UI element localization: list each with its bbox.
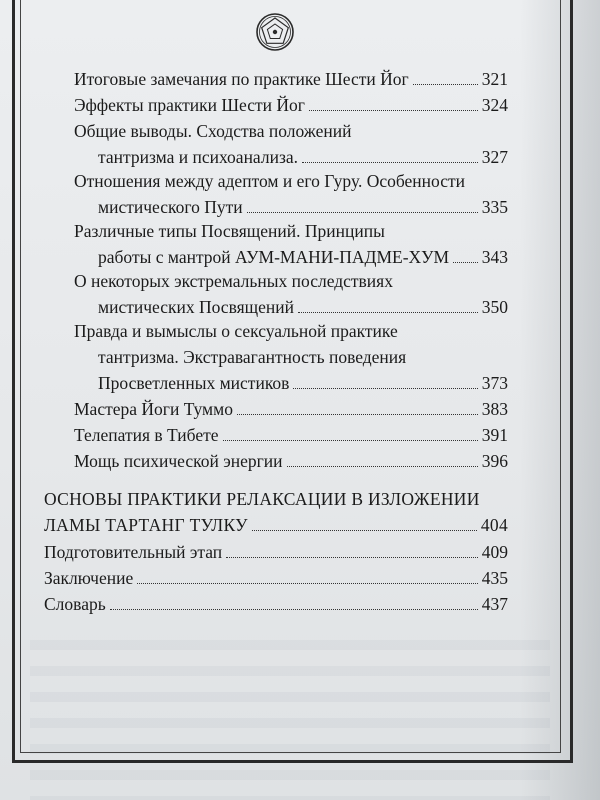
- entry-title: Итоговые замечания по практике Шести Йог: [74, 69, 409, 89]
- entry-title: Словарь: [44, 594, 106, 614]
- toc-entry[interactable]: [74, 170, 508, 222]
- toc-entry[interactable]: [74, 424, 508, 450]
- leader-dots: [298, 312, 478, 313]
- page-number: 435: [481, 568, 508, 588]
- page-number: 350: [481, 297, 508, 317]
- toc-entry[interactable]: [74, 220, 508, 272]
- leader-dots: [413, 84, 478, 85]
- leader-dots: [309, 110, 478, 111]
- entry-title: Эффекты практики Шести Йог: [74, 95, 305, 115]
- toc-entry[interactable]: [74, 120, 508, 172]
- page-number: 373: [481, 373, 508, 393]
- entry-title: Отношения между адептом и его Гуру. Особенности: [74, 171, 465, 191]
- page-number: 324: [481, 95, 508, 115]
- entry-title: Подготовительный этап: [44, 542, 223, 562]
- leader-dots: [137, 583, 478, 584]
- page-number: 327: [481, 147, 508, 167]
- leader-dots: [223, 440, 478, 441]
- toc-entry[interactable]: [74, 398, 508, 424]
- entry-title-continuation: Просветленных мистиков: [98, 373, 290, 393]
- page-number: 343: [481, 247, 508, 267]
- leader-dots: [287, 466, 478, 467]
- section-title-continuation: ЛАМЫ ТАРТАНГ ТУЛКУ: [44, 515, 248, 535]
- toc-entry[interactable]: [44, 593, 508, 619]
- toc-entry[interactable]: [44, 567, 508, 593]
- entry-title-continuation: тантризма. Экстравагантность поведения: [98, 347, 407, 367]
- toc-entry[interactable]: [74, 68, 508, 94]
- page-number: 391: [481, 425, 508, 445]
- leader-dots: [453, 262, 478, 263]
- entry-title-continuation: мистического Пути: [98, 197, 243, 217]
- entry-title-continuation: работы с мантрой АУМ-МАНИ-ПАДМЕ-ХУМ: [98, 247, 450, 267]
- page-number: 383: [481, 399, 508, 419]
- leader-dots: [237, 414, 478, 415]
- leader-dots: [226, 557, 478, 558]
- toc-entry[interactable]: [74, 450, 508, 476]
- page-number: 404: [480, 515, 508, 535]
- entry-title: Различные типы Посвящений. Принципы: [74, 221, 385, 241]
- page-number: 396: [481, 451, 508, 471]
- page-number: 437: [481, 594, 508, 614]
- entry-title: Заключение: [44, 568, 134, 588]
- leader-dots: [302, 162, 478, 163]
- section-title: ОСНОВЫ ПРАКТИКИ РЕЛАКСАЦИИ В ИЗЛОЖЕНИИ: [44, 489, 480, 509]
- toc-entry[interactable]: [74, 320, 508, 398]
- entry-title: О некоторых экстремальных последствиях: [74, 271, 393, 291]
- toc-entry[interactable]: [44, 541, 508, 567]
- leader-dots: [110, 609, 478, 610]
- toc-entry[interactable]: [74, 94, 508, 120]
- entry-title: Мощь психической энергии: [74, 451, 283, 471]
- page-number: 321: [481, 69, 508, 89]
- page-number: 409: [481, 542, 508, 562]
- entry-title: Общие выводы. Сходства положений: [74, 121, 352, 141]
- entry-title: Телепатия в Тибете: [74, 425, 219, 445]
- entry-title: Мастера Йоги Туммо: [74, 399, 233, 419]
- toc-section-entry[interactable]: [44, 488, 508, 540]
- entry-title-continuation: мистических Посвящений: [98, 297, 294, 317]
- leader-dots: [252, 530, 477, 531]
- leader-dots: [293, 388, 477, 389]
- leader-dots: [247, 212, 478, 213]
- entry-title: Правда и вымыслы о сексуальной практике: [74, 321, 398, 341]
- toc-entry[interactable]: [74, 270, 508, 322]
- page-number: 335: [481, 197, 508, 217]
- entry-title-continuation: тантризма и психоанализа.: [98, 147, 299, 167]
